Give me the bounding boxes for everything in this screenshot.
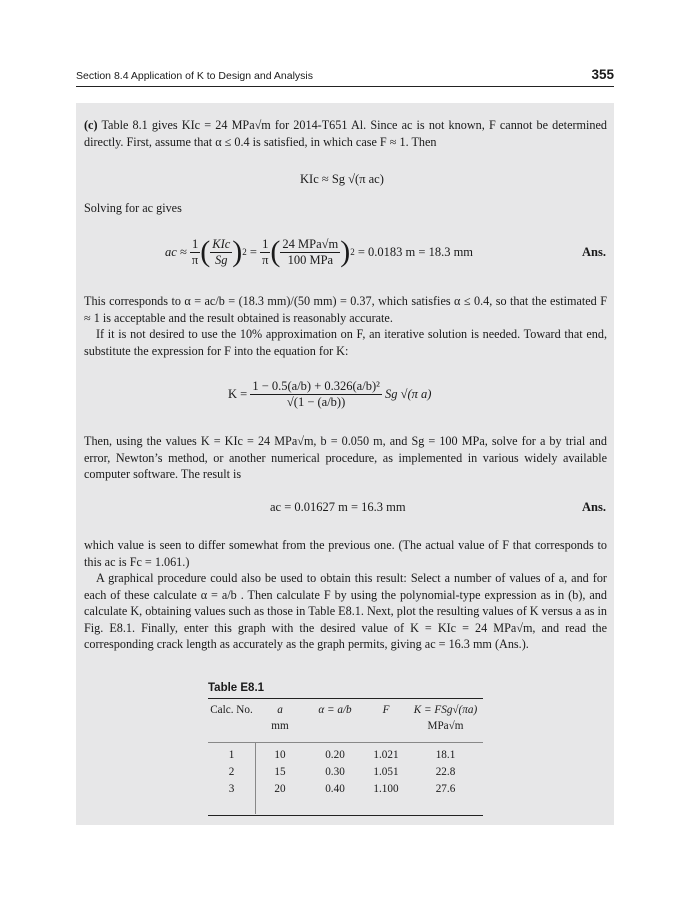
paragraph-iterative: Then, using the values K = KIc = 24 MPa√m, b = 0.050 m, and Sg = 100 MPa, solve for a by trial and error, Newton’s method, or another numerical procedure, as implemented in various widely available computer software. The result is [84, 434, 607, 481]
header-calc-no: Calc. No. [210, 704, 253, 716]
table-row-3-calc: 3 [228, 783, 235, 795]
table-row-2-a: 15 [274, 766, 286, 778]
unit-k: MPa√m [427, 720, 464, 732]
equation-ac: ac ≈ $\frac{1}{\pi}$ ( $\frac{\text{KIc}}{Sg}$ ) 2 = $\frac{1}{\pi}$ ( $\frac{\text{24 MPa√m}}{\text{100 MPa}}$ ) 2 = 0.0183 m = 18.3 mm [165, 235, 474, 268]
answer-label-2: Ans. [582, 500, 606, 514]
equation-k: K = $\frac{\text{1 − 0.5(a/b) + 0.326(a/b)²}}{√(1 - (a/b))}$ Sg √(π a) [228, 378, 432, 409]
paragraph-intro [84, 117, 607, 150]
paragraph-graphical: which value is seen to differ somewhat from the previous one. (The actual value of F that corresponds to this ac is Fc = 1.061.) A graphical procedure could also be used to obtain this result: Select a number of values of a, and for each of these calculate α = a/b . Then calculate F by using the polynomial-type expression as in (b), and calculate K, obtaining values such as those in Table E8.1. Next, plot the resulting values of K versus a as in Fig. E8.1. Finally, enter this graph with the desired value of K = KIc = 24 MPa√m, and read the corresponding crack length as accurately as the graph permits, giving ac = 16.3 mm (Ans.). [84, 538, 607, 651]
table-row-3-k: 27.6 [435, 783, 456, 795]
header-a: a [277, 704, 283, 716]
table-title: Table E8.1 [208, 682, 265, 694]
equation-ac-result: ac = 0.01627 m = 16.3 mm [270, 500, 406, 514]
eq2-frac-values: $\frac{\text{24 MPa√m}}{\text{100 MPa}}$ [282, 236, 339, 267]
eq3-fraction: $\frac{\text{1 − 0.5(a/b) + 0.326(a/b)²}}{√(1 - (a/b))}$ [252, 378, 380, 409]
table-row-1-a: 10 [274, 749, 286, 761]
table-row-2-k: 22.8 [435, 766, 456, 778]
unit-a: mm [271, 720, 289, 732]
table-row-2-calc: 2 [228, 766, 235, 778]
table-row-1-alpha: 0.20 [325, 749, 345, 761]
part-label: (c) [84, 118, 98, 132]
table-row-2-alpha: 0.30 [325, 766, 345, 778]
eq2-lhs: ac ≈ [165, 244, 187, 259]
table-row-1-k: 18.1 [435, 749, 456, 761]
solving-text: Solving for ac gives [84, 201, 182, 215]
header-rule [76, 86, 614, 87]
table-row-2-f: 1.051 [373, 766, 399, 778]
eq2-frac-pi: $\frac{1}{\pi}$ [191, 236, 199, 267]
paragraph-check: This corresponds to α = ac/b = (18.3 mm)/(50 mm) = 0.37, which satisfies α ≤ 0.4, so that the estimated F ≈ 1 is acceptable and the result obtained is reasonably accurate. If it is not desired to use the 10% approximation on F, an iterative solution is needed. Toward that end, substitute the expression for F into the equation for K: [84, 294, 607, 358]
running-header [76, 67, 614, 85]
equation-kic: KIc ≈ Sg √(π ac) [300, 172, 384, 186]
table-row-3-a: 20 [274, 783, 286, 795]
eq2-result: = 0.0183 m = 18.3 mm [357, 244, 474, 259]
eq2-frac-pi-2: $\frac{1}{\pi}$ [262, 236, 269, 267]
table-row-3-alpha: 0.40 [325, 783, 345, 795]
header-f: F [382, 704, 390, 716]
table-row-3-f: 1.100 [373, 783, 399, 795]
header-k: K = FSg√(πa) [413, 704, 478, 716]
section-title: Section 8.4 Application of K to Design and Analysis [76, 70, 313, 82]
table-row-1-f: 1.021 [373, 749, 399, 761]
eq2-frac-kic: $\frac{\text{KIc}}{Sg}$ [212, 236, 231, 267]
intro-text: Table 8.1 gives KIc = 24 MPa√m for 2014-T651 Al. Since ac is not known, F cannot be determined directly. First, assume that α ≤ 0.4 is satisfied, in which case F ≈ 1. Then [84, 118, 607, 149]
table-row-1-calc: 1 [228, 749, 235, 761]
page-number: 355 [591, 67, 614, 82]
answer-label-1: Ans. [582, 245, 606, 259]
header-alpha: α = a/b [318, 704, 352, 716]
